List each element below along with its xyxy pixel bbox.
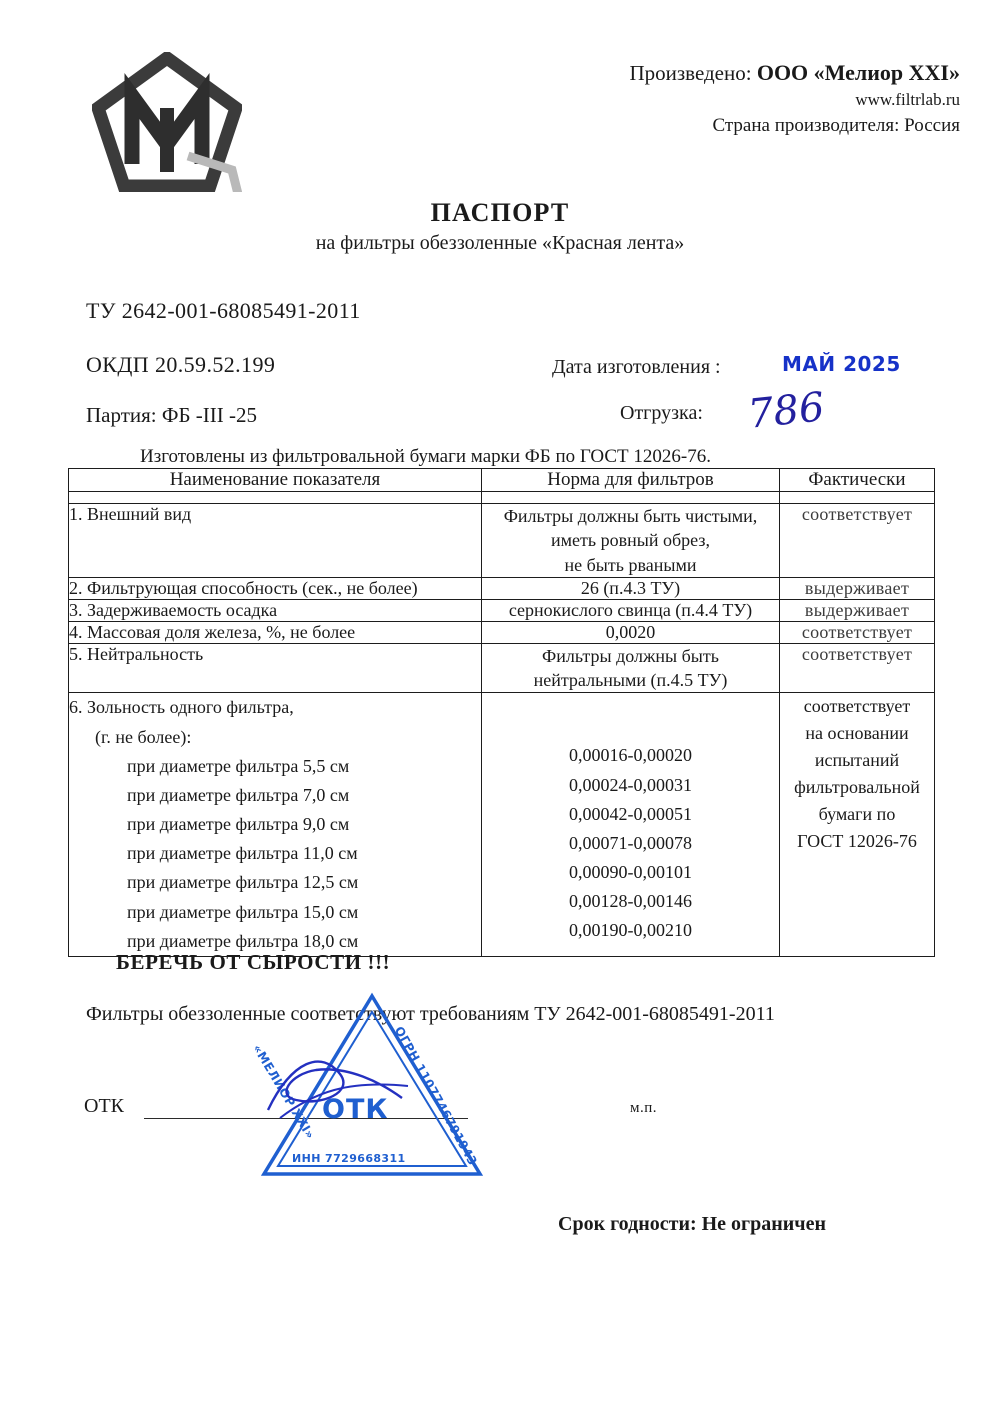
row-norm: сернокислого свинца (п.4.4 ТУ) (482, 599, 780, 621)
producer-prefix: Произведено: (629, 61, 752, 85)
stamp-left-text: «МЕЛИОР XXI» (249, 1042, 318, 1142)
ash-row-fact (780, 693, 935, 956)
keep-dry-warning: БЕРЕЧЬ ОТ СЫРОСТИ !!! (116, 950, 391, 974)
row-norm-line: Фильтры должны быть чистыми, (503, 506, 758, 526)
spec-table-wrapper (68, 468, 934, 957)
shipment-value: 786 (745, 384, 827, 438)
batch-label: Партия: (86, 403, 157, 427)
table-row (69, 643, 935, 693)
ash-item-value: 0,00190-0,00210 (569, 920, 692, 941)
producer-website: www.filtrlab.ru (855, 89, 960, 109)
column-header-name: Наименование показателя (69, 469, 482, 492)
ash-item-label: при диаметре фильтра 18,0 см (127, 930, 359, 951)
ash-item-label: при диаметре фильтра 7,0 см (127, 784, 350, 805)
mfg-date-label: Дата изготовления : (552, 356, 721, 378)
ash-fact-line: на основании (805, 723, 909, 744)
ash-title-line2: (г. не более): (95, 726, 192, 747)
row-name: 1. Внешний вид (69, 504, 482, 578)
ash-fact-line: соответствует (803, 696, 911, 717)
shipment-label: Отгрузка: (620, 402, 703, 424)
row-norm: 0,0020 (482, 621, 780, 643)
ash-fact-line: испытаний (814, 750, 900, 771)
page-title: ПАСПОРТ (430, 198, 570, 227)
stamp-center-text: ОТК (322, 1094, 389, 1125)
ash-row-name (69, 693, 482, 956)
table-spacer-row (69, 492, 935, 504)
conformity-statement: Фильтры обеззоленные соответствуют требованиям ТУ 2642-001-68085491-2011 (86, 1003, 775, 1025)
mfg-date-value: МАЙ 2025 (782, 352, 901, 376)
ash-item-label: при диаметре фильтра 15,0 см (127, 901, 359, 922)
row-norm: 26 (п.4.3 ТУ) (482, 577, 780, 599)
ash-fact-line: ГОСТ 12026-76 (797, 831, 917, 852)
column-header-fact: Фактически (780, 469, 935, 492)
table-row (69, 577, 935, 599)
row-name: 5. Нейтральность (69, 643, 482, 693)
ash-item-value: 0,00016-0,00020 (569, 745, 692, 766)
table-row (69, 599, 935, 621)
row-fact: соответствует (780, 621, 935, 643)
table-row-ash (69, 693, 935, 956)
company-logo (92, 52, 242, 192)
ash-item-label: при диаметре фильтра 9,0 см (127, 814, 350, 835)
ash-values-spacer (482, 693, 779, 741)
spacer-cell-3 (780, 492, 935, 504)
row-norm-line: иметь ровный обрез, (551, 530, 710, 551)
row-fact: соответствует (780, 504, 935, 578)
ash-row-norm (482, 693, 780, 956)
batch-value: ФБ -III -25 (161, 403, 257, 427)
ash-item-label: при диаметре фильтра 12,5 см (127, 872, 359, 893)
ash-fact-line: бумаги по (818, 804, 896, 825)
row-fact: выдерживает (780, 577, 935, 599)
row-norm (482, 643, 780, 693)
spacer-cell-2 (482, 492, 780, 504)
producer-name: ООО «Мелиор XXI» (756, 60, 960, 85)
row-norm-line: нейтральными (п.4.5 ТУ) (533, 670, 728, 691)
table-header-row (69, 469, 935, 492)
otk-label: ОТК (84, 1095, 124, 1117)
page-subtitle: на фильтры обеззоленные «Красная лента» (315, 232, 685, 254)
row-name: 2. Фильтрующая способность (сек., не более) (69, 577, 482, 599)
ash-fact-line: фильтровальной (794, 777, 920, 798)
okdp-code: ОКДП 20.59.52.199 (86, 352, 276, 377)
producer-block (629, 58, 960, 138)
row-name: 4. Массовая доля железа, %, не более (69, 621, 482, 643)
stamp-right-text: ОГРН 1107746791943 (391, 1024, 480, 1168)
batch-field (86, 403, 257, 428)
ash-item-label: при диаметре фильтра 11,0 см (127, 843, 358, 864)
stamp-bottom-text: ИНН 7729668311 (292, 1152, 406, 1165)
seal-place-label: м.п. (630, 1100, 658, 1116)
shelf-life-note: Срок годности: Не ограничен (558, 1213, 826, 1235)
ash-item-value: 0,00090-0,00101 (569, 862, 692, 883)
row-fact: соответствует (780, 643, 935, 693)
spacer-cell-1 (69, 492, 482, 504)
tu-code: ТУ 2642-001-68085491-2011 (86, 298, 361, 323)
ash-item-label: при диаметре фильтра 5,5 см (127, 755, 350, 776)
ash-title-line1: 6. Зольность одного фильтра, (69, 697, 294, 718)
column-header-norm: Норма для фильтров (482, 469, 780, 492)
producer-name-line (629, 58, 960, 88)
ash-item-value: 0,00071-0,00078 (569, 832, 692, 853)
row-norm (482, 504, 780, 578)
row-norm-line: не быть рваными (564, 554, 697, 575)
ash-item-value: 0,00042-0,00051 (569, 803, 692, 824)
row-norm-line: Фильтры должны быть (542, 645, 719, 666)
spec-table (68, 468, 935, 957)
producer-country: Страна производителя: Россия (712, 115, 960, 137)
ash-item-value: 0,00024-0,00031 (569, 774, 692, 795)
ash-item-value: 0,00128-0,00146 (569, 891, 692, 912)
row-name: 3. Задерживаемость осадка (69, 599, 482, 621)
table-row (69, 621, 935, 643)
row-fact: выдерживает (780, 599, 935, 621)
made-from-note: Изготовлены из фильтровальной бумаги марки ФБ по ГОСТ 12026-76. (140, 446, 711, 467)
table-row (69, 504, 935, 578)
